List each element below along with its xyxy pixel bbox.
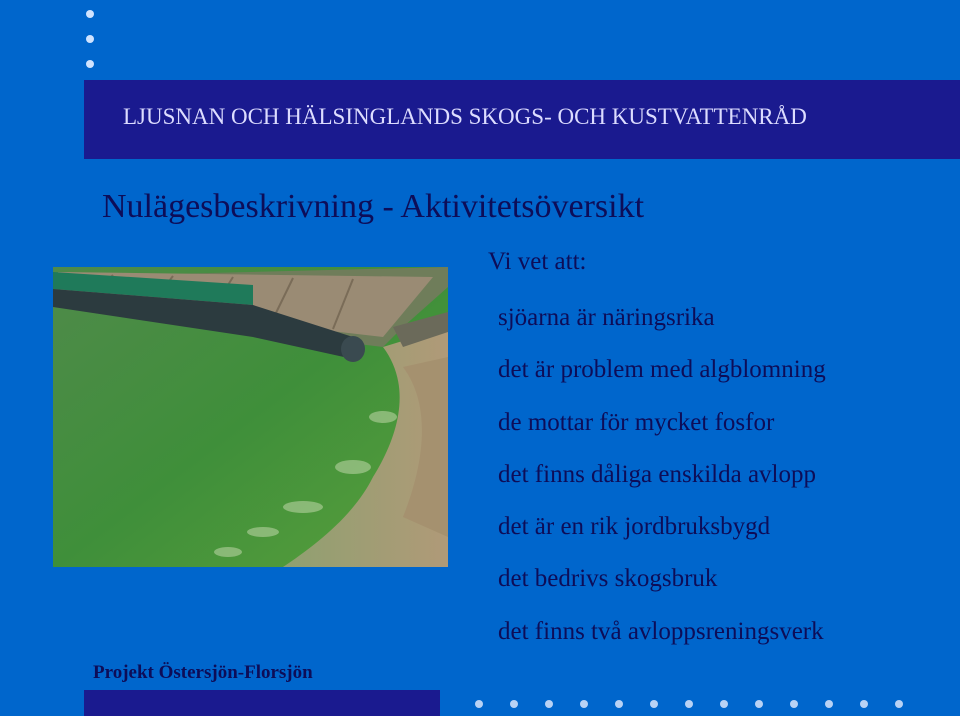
header-bar <box>84 80 960 159</box>
bullet-dot <box>580 700 588 708</box>
decorative-dots-top <box>86 10 98 85</box>
bullet-dot <box>86 60 94 68</box>
bullet-dot <box>86 10 94 18</box>
bullet-dot <box>720 700 728 708</box>
decorative-dots-bottom <box>475 700 930 708</box>
fact-list <box>498 300 826 666</box>
bullet-dot <box>790 700 798 708</box>
fact-item: det är problem med algblomning <box>498 356 826 384</box>
fact-item: det är en rik jordbruksbygd <box>498 513 771 541</box>
fact-item: det finns dåliga enskilda avlopp <box>498 460 816 488</box>
bullet-dot <box>895 700 903 708</box>
slide-title: Nulägesbeskrivning - Aktivitetsöversikt <box>102 188 645 225</box>
project-name: Projekt Östersjön-Florsjön <box>93 662 313 683</box>
bullet-dot <box>86 35 94 43</box>
fact-item: sjöarna är näringsrika <box>498 304 715 331</box>
bullet-dot <box>755 700 763 708</box>
fact-item: det bedrivs skogsbruk <box>498 565 718 593</box>
bullet-dot <box>860 700 868 708</box>
intro-text: Vi vet att: <box>488 248 587 275</box>
bullet-dot <box>685 700 693 708</box>
organization-name: LJUSNAN OCH HÄLSINGLANDS SKOGS- OCH KUSTVATTENRÅD <box>123 104 807 129</box>
bullet-dot <box>650 700 658 708</box>
bullet-dot <box>545 700 553 708</box>
bullet-dot <box>510 700 518 708</box>
footer-bar <box>84 690 440 716</box>
lake-dock-photo <box>53 267 448 567</box>
bullet-dot <box>825 700 833 708</box>
bullet-dot <box>475 700 483 708</box>
bullet-dot <box>615 700 623 708</box>
fact-item: det finns två avloppsreningsverk <box>498 617 824 645</box>
fact-item: de mottar för mycket fosfor <box>498 408 775 436</box>
